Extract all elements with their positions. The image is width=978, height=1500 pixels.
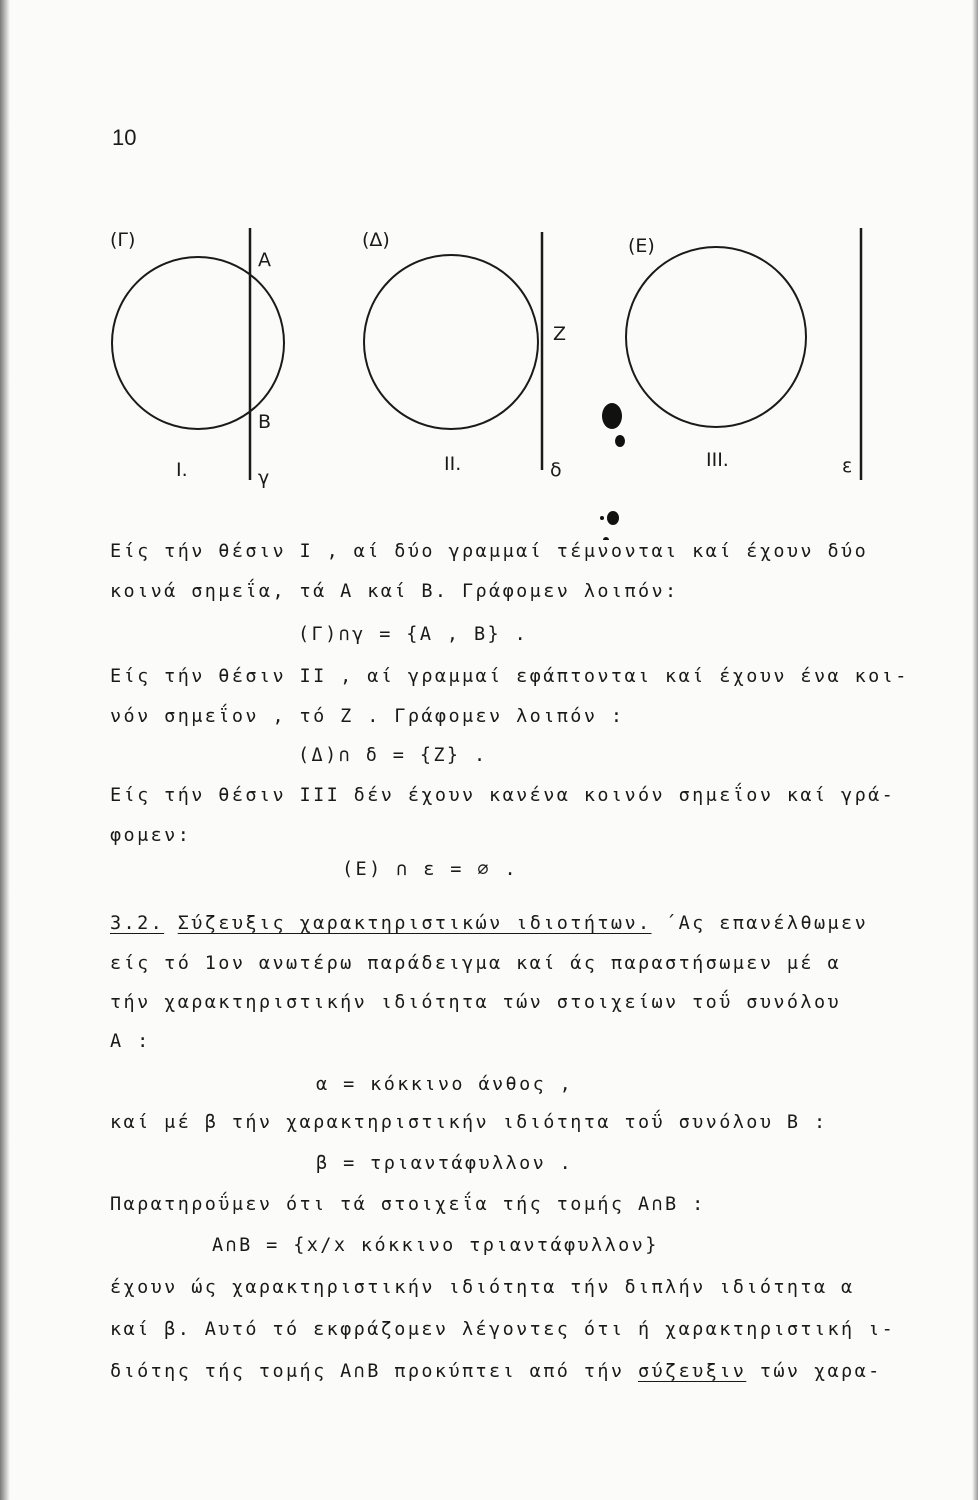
figure-3-caption: III. (706, 449, 729, 471)
equation-epsilon: (Ε) ∩ ε = ∅ . (342, 859, 518, 880)
figure-2 (362, 229, 566, 481)
line-gamma-label: γ (258, 467, 270, 489)
equation-delta: (Δ)∩ δ = {Ζ} . (298, 745, 488, 766)
point-z-label: Ζ (553, 323, 567, 345)
section-number: 3.2. (110, 913, 165, 934)
section-heading-rest: ΄Ας επανέλθωμεν (651, 913, 869, 934)
text-line: είς τό 1ον ανωτέρω παράδειγμα καί άς παραστήσωμεν μέ α (110, 953, 842, 974)
text-line: καί β. Αυτό τό εκφράζομεν λέγοντες ότι ή χαρακτηριστική ι- (110, 1319, 896, 1340)
section-heading-line (110, 912, 868, 936)
line-epsilon-label: ε (842, 455, 853, 477)
text-segment: τών χαρα- (746, 1361, 882, 1382)
page-number: 10 (112, 125, 137, 150)
section-title: Σύζευξις χαρακτηριστικών ιδιοτήτων. (177, 913, 652, 934)
text-line: έχουν ώς χαρακτηριστικήν ιδιότητα τήν διπλήν ιδιότητα α (110, 1277, 855, 1298)
figure-2-caption: II. (444, 453, 462, 475)
text-line: Α : (110, 1031, 151, 1052)
definition-beta: β = τριαντάφυλλον . (316, 1153, 574, 1174)
underlined-term: σύζευξιν (637, 1361, 747, 1382)
definition-alpha: α = κόκκινο άνθος , (316, 1074, 574, 1095)
text-line: φομεν: (110, 825, 192, 846)
text-line: Είς τήν θέσιν III δέν έχουν κανένα κοινόν σημεΐον καί γρά- (110, 785, 896, 806)
point-a-label: Α (258, 249, 271, 271)
text-line: τήν χαρακτηριστικήν ιδιότητα τών στοιχείων τοΰ συνόλου (110, 992, 842, 1013)
line-delta-label: δ (550, 459, 562, 481)
figure-3-circle-label: (Ε) (628, 235, 655, 257)
text-line: κοινά σημεΐα, τά Α καί Β. Γράφομεν λοιπόν: (110, 581, 679, 602)
figure-1-circle-label: (Γ) (110, 229, 136, 251)
figure-1 (110, 228, 284, 489)
text-line: Είς τήν θέσιν II , αί γραμμαί εφάπτονται καί έχουν ένα κοι- (110, 666, 909, 687)
geometry-figures (0, 0, 978, 540)
equation-intersection: Α∩Β = {x/x κόκκινο τριαντάφυλλον} (212, 1235, 659, 1256)
text-segment: διότης τής τομής Α∩Β προκύπτει από τήν (110, 1361, 638, 1382)
text-line: καί μέ β τήν χαρακτηριστικήν ιδιότητα τοΰ συνόλου Β : (110, 1112, 828, 1133)
figure-2-circle-label: (Δ) (362, 229, 390, 251)
text-line: Είς τήν θέσιν Ι , αί δύο γραμμαί τέμνονται καί έχουν δύο (110, 541, 869, 562)
circle-delta (364, 255, 538, 429)
text-line-last (110, 1360, 882, 1384)
figure-1-caption: I. (176, 459, 188, 481)
text-line: Παρατηροΰμεν ότι τά στοιχεΐα τής τομής Α∩Β : (110, 1194, 706, 1215)
text-line: νόν σημεΐον , τό Ζ . Γράφομεν λοιπόν : (110, 706, 625, 727)
ink-blots (600, 403, 625, 540)
equation-gamma: (Γ)∩γ = {Α , Β} . (298, 624, 529, 645)
circle-gamma (112, 257, 284, 429)
figure-3 (626, 228, 861, 480)
point-b-label: Β (258, 411, 272, 433)
circle-epsilon (626, 247, 806, 427)
